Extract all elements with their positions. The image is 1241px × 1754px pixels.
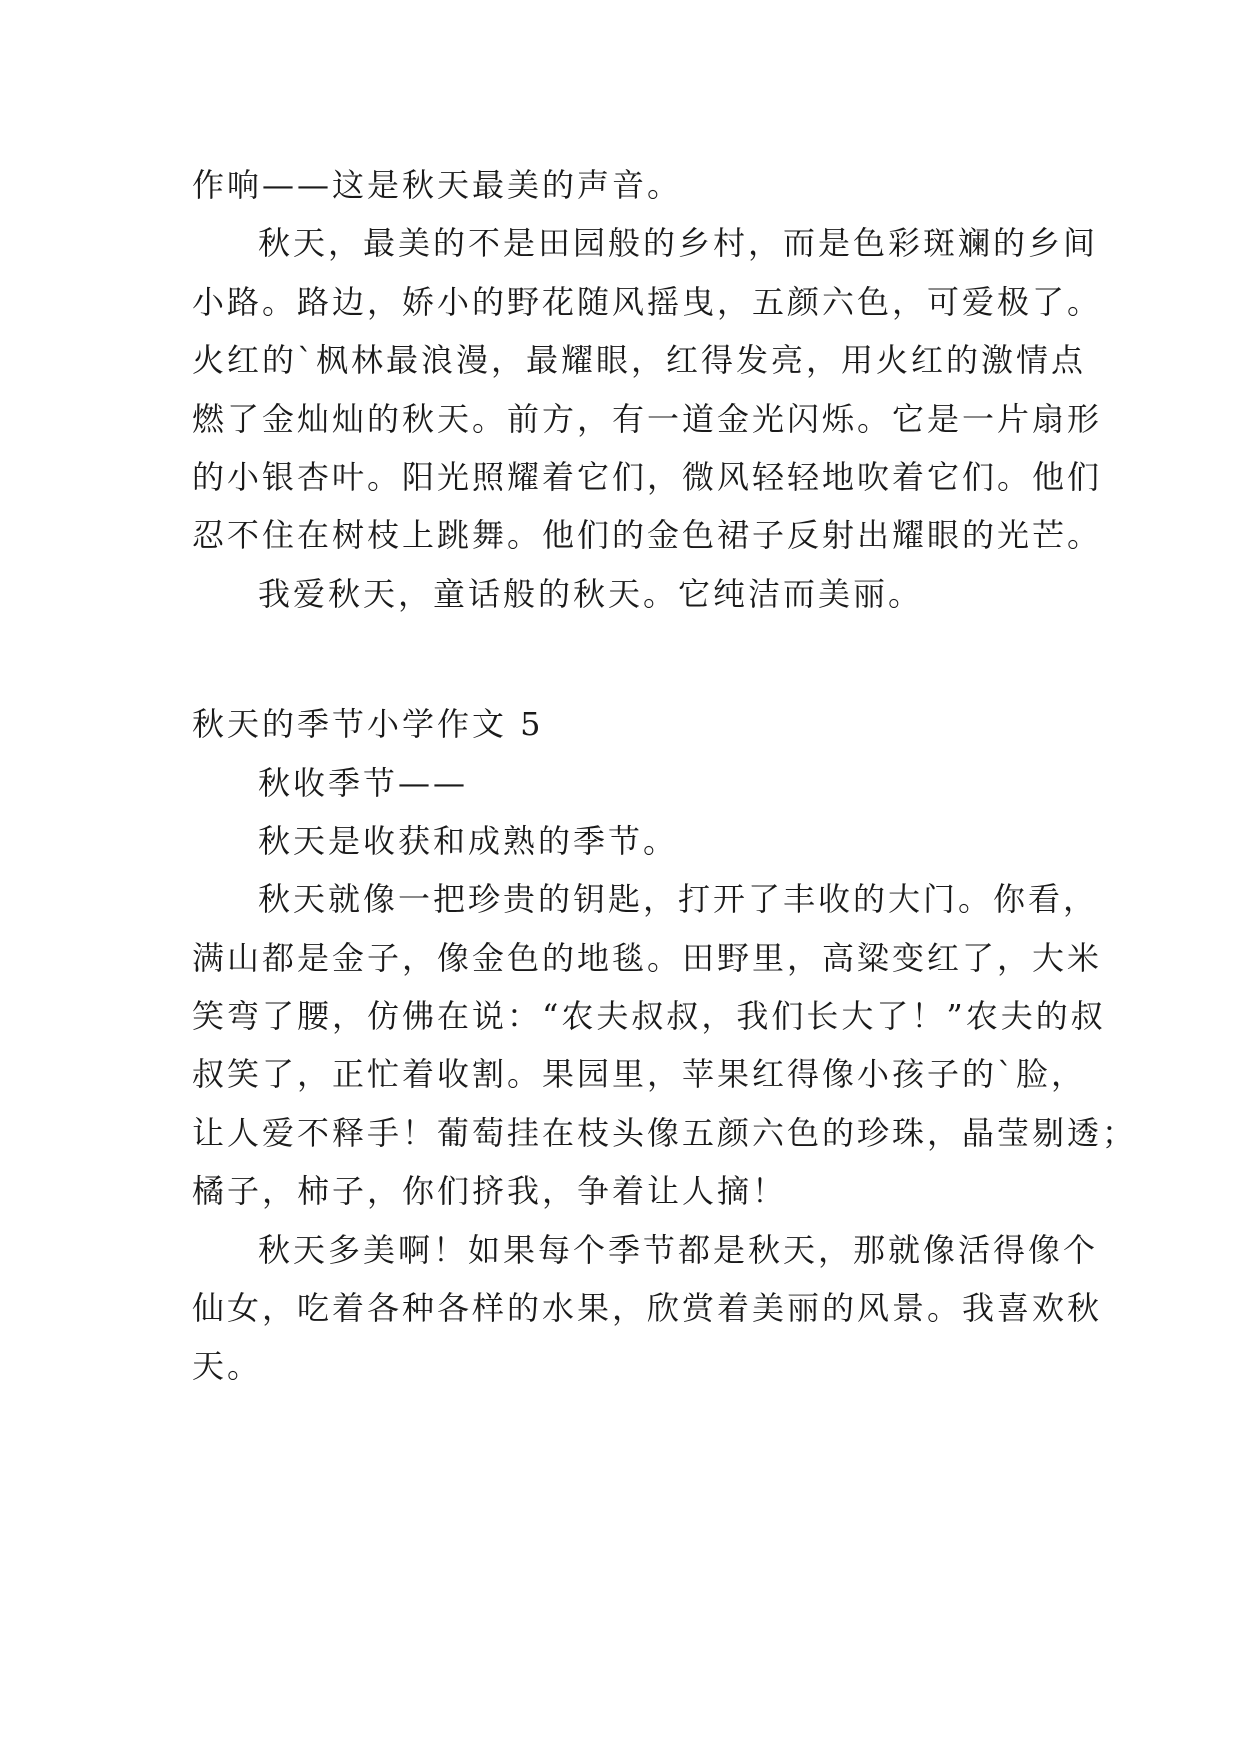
paragraph-line: 满山都是金子，像金色的地毯。田野里，高粱变红了，大米 <box>192 938 1103 977</box>
section-heading: 秋天的季节小学作文 5 <box>192 705 544 744</box>
paragraph-line: 作响——这是秋天最美的声音。 <box>192 166 683 204</box>
section-spacer <box>192 623 1070 695</box>
paragraph-line: 秋天就像一把珍贵的钥匙，打开了丰收的大门。你看， <box>258 880 1099 919</box>
paragraph-line: 忍不住在树枝上跳舞。他们的金色裙子反射出耀眼的光芒。 <box>192 516 1103 555</box>
paragraph-line: 燃了金灿灿的秋天。前方，有一道金光闪烁。它是一片扇形 <box>192 399 1103 438</box>
document-body <box>192 156 1138 1396</box>
paragraph-line: 让人爱不释手！葡萄挂在枝头像五颜六色的珍珠，晶莹剔透； <box>192 1113 1138 1152</box>
paragraph-line: 叔笑了，正忙着收割。果园里，苹果红得像小孩子的`脸， <box>192 1055 1087 1094</box>
paragraph-line: 火红的`枫林最浪漫，最耀眼，红得发亮，用火红的激情点 <box>192 341 1087 380</box>
paragraph-line: 仙女，吃着各种各样的水果，欣赏着美丽的风景。我喜欢秋 <box>192 1289 1103 1328</box>
paragraph-line: 笑弯了腰，仿佛在说：“农夫叔叔，我们长大了！”农夫的叔 <box>192 997 1106 1036</box>
paragraph-line: 天。 <box>192 1347 263 1386</box>
paragraph-line: 橘子，柿子，你们挤我，争着让人摘！ <box>192 1172 788 1211</box>
paragraph-line: 的小银杏叶。阳光照耀着它们，微风轻轻地吹着它们。他们 <box>192 457 1103 496</box>
paragraph-line: 小路。路边，娇小的野花随风摇曳，五颜六色，可爱极了。 <box>192 282 1103 321</box>
paragraph-line: 秋天多美啊！如果每个季节都是秋天，那就像活得像个 <box>258 1230 1099 1269</box>
paragraph-line: 秋收季节—— <box>258 763 469 802</box>
paragraph-line: 我爱秋天，童话般的秋天。它纯洁而美丽。 <box>258 574 924 613</box>
paragraph-line: 秋天，最美的不是田园般的乡村，而是色彩斑斓的乡间 <box>258 224 1099 263</box>
paragraph-line: 秋天是收获和成熟的季节。 <box>258 821 679 860</box>
